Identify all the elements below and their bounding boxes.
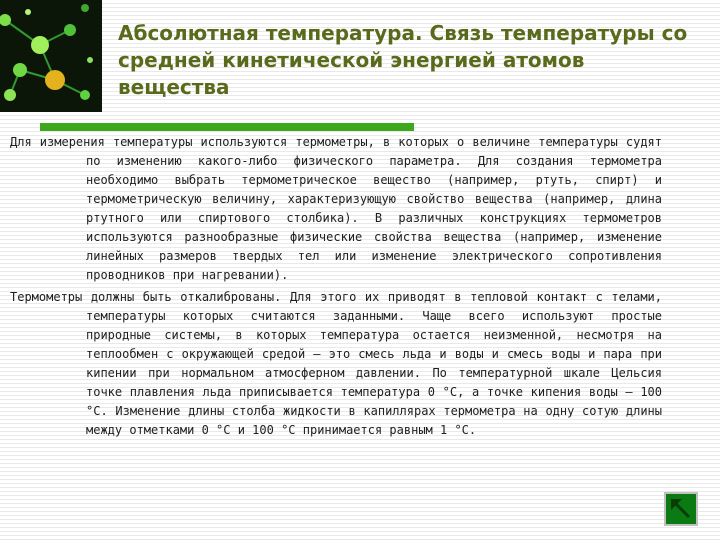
slide-body (10, 133, 662, 443)
slide-title: Абсолютная температура. Связь температуры со средней кинетической энергией атомов вещества (118, 21, 688, 99)
diagonal-arrow-icon (666, 494, 696, 524)
body-paragraph-1: Для измерения температуры используются термометры, в которых о величине температуры судят по изменению какого-либо физического параметра. Для создания термометра необходимо выбрать термометрическое вещество (например, ртуть, спирт) и термометрическую величину, характеризующую свойство вещества (например, длина ртутного или спиртового столбика). В различных конструкциях термометров используются разнообразные физические свойства вещества (например, изменение линейных размеров твердых тел или изменение электрического сопротивления проводников при нагревании). (10, 135, 662, 282)
body-paragraph-2: Термометры должны быть откалиброваны. Для этого их приводят в тепловой контакт с телами, температуры которых считаются заданными. Чаще всего используют простые природные системы, в которых температура остается неизменной, несмотря на теплообмен с окружающей средой – это смесь льда и воды и смесь воды и пара при кипении при нормальном атмосферном давлении. По температурной шкале Цельсия точке плавления льда приписывается температура 0 °С, а точке кипения воды – 100 °С. Изменение длины столба жидкости в капиллярах термометра на одну сотую длины между отметками 0 °С и 100 °С принимается равным 1 °С. (10, 290, 662, 437)
molecule-decoration-image (0, 0, 102, 112)
title-underline (40, 123, 414, 131)
molecules-icon (0, 0, 102, 112)
next-slide-button[interactable] (664, 492, 698, 526)
